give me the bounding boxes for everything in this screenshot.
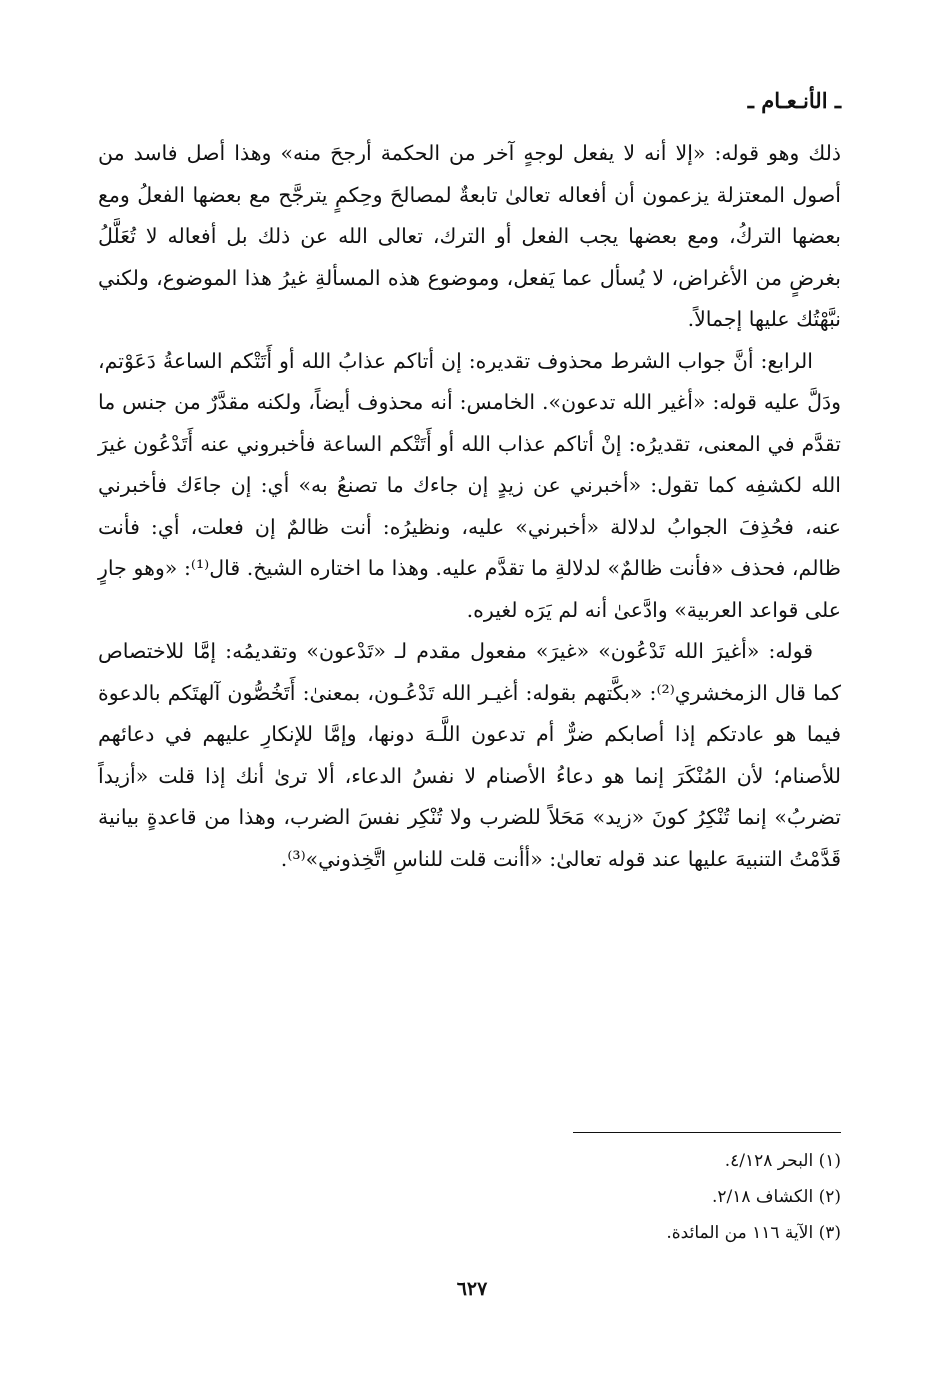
main-text [98, 133, 841, 880]
footnote-1: (١) البحر ٤/١٢٨. [724, 1151, 841, 1171]
footnotes [666, 1143, 841, 1251]
footnote-divider [573, 1132, 841, 1133]
paragraph-3: قوله: «أغيرَ الله تَدْعُون» «غيرَ» مفعول مقدم لـ «تَدْعون» وتقديمُه: إمَّا للاختصاص كما قال الزمخشري⁽²⁾: «بكَّتهم بقوله: أغيـر الله تَدْعُـون، بمعنىٰ: أَتَخُصُّون آلهتَكم بالدعوة فيما هو عادتكم إذا أصابكم ضرٌّ أم تدعون اللَّـهَ دونها، وإمَّا للإنكارِ عليهم في دعائهم للأصنام؛ لأن المُنْكَرَ إنما هو دعاءُ الأصنام لا نفسُ الدعاء، ألا ترىٰ أنك إذا قلت «أزيداً تضربُ» إنما تُنْكِرُ كونَ «زيد» مَحَلاً للضرب ولا تُنْكِر نفسَ الضرب، وهذا من قاعدةٍ بيانية قَدَّمْتُ التنبيهَ عليها عند قوله تعالىٰ: «أأنت قلت للناسِ اتَّخِذوني»⁽³⁾. [98, 639, 841, 871]
paragraph-2: الرابع: أنَّ جواب الشرط محذوف تقديره: إن أتاكم عذابُ الله أو أَتَتْكم الساعةُ دَعَوْتم، ودَلَّ عليه قوله: «أغير الله تدعون». الخامس: أنه محذوف أيضاً، ولكنه مقدَّرٌ من جنس ما تقدَّم في المعنى، تقديرُه: إنْ أتاكم عذاب الله أو أَتَتْكم الساعة فأخبروني عنه أَتَدْعُون غيرَ الله لكشفِه كما تقول: «أخبرني عن زيدٍ إن جاءك ما تصنعُ به» أي: إن جاءَك فأخبرني عنه، فحُذِفَ الجوابُ لدلالة «أخبرني» عليه، ونظيرُه: أنت ظالمٌ إن فعلت، أي: فأنت ظالم، فحذف «فأنت ظالمٌ» لدلالةِ ما تقدَّم عليه. وهذا ما اختاره الشيخ. قال⁽¹⁾: «وهو جارٍ على قواعد العربية» وادَّعىٰ أنه لم يَرَه لغيره. [98, 348, 841, 622]
footnote-2: (٢) الكشاف ٢/١٨. [711, 1187, 841, 1207]
running-header: ـ الأنـعـام ـ [747, 88, 841, 113]
page-number: ٦٢٧ [456, 1278, 488, 1300]
paragraph-1: ذلك وهو قوله: «إلا أنه لا يفعل لوجهٍ آخر من الحكمة أرجحَ منه» وهذا أصل فاسد من أصول المعتزلة يزعمون أن أفعاله تعالىٰ تابعةٌ لمصالحَ وحِكمٍ يترجَّح مع بعضها الفعلُ ومع بعضها التركُ، ومع بعضها يجب الفعل أو الترك، تعالى الله عن ذلك بل أفعاله لا تُعَلَّلُ بغرضٍ من الأغراض، لا يُسأل عما يَفعل، وموضوع هذه المسألةِ غيرُ هذا الموضوع، ولكني نبَّهْتُك عليها إجمالاً. [98, 141, 841, 331]
footnote-3: (٣) الآية ١١٦ من المائدة. [666, 1223, 841, 1243]
